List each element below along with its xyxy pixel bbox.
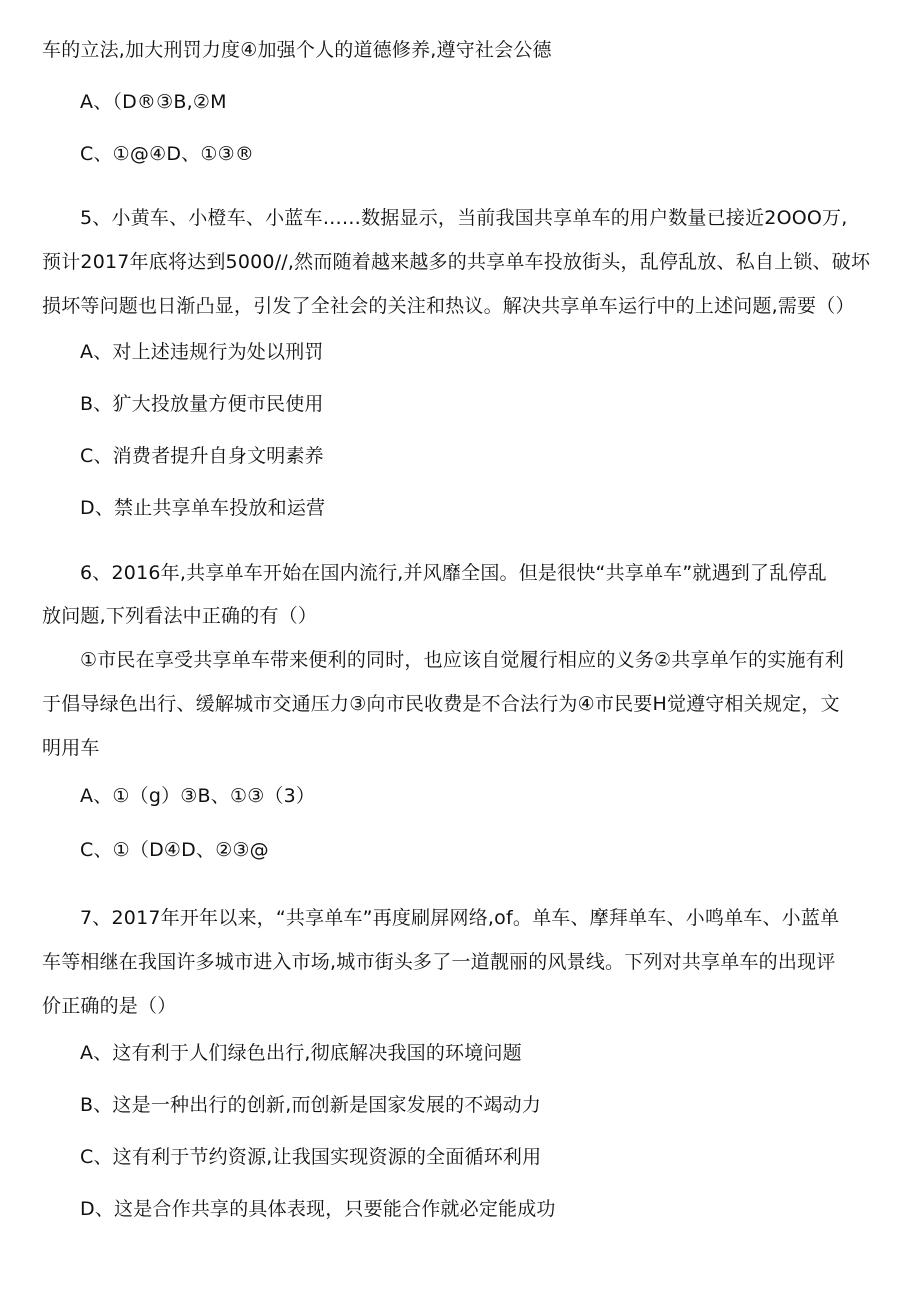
question-4-options-ab: A、（D®③B,②M — [80, 91, 227, 113]
question-5-stem-line-1: 5、小黄车、小橙车、小蓝车……数据显示，当前我国共享单车的用户数量已接近2OOO万, — [80, 207, 848, 229]
question-7-stem-line-3: 价正确的是（） — [42, 995, 177, 1017]
question-6-statements-line-1: ①市民在享受共享单车带来便利的同时，也应该自觉履行相应的义务②共享单乍的实施有利 — [80, 649, 845, 671]
question-7-option-a: A、这有利于人们绿色出行,彻底解决我国的环境问题 — [80, 1042, 522, 1064]
question-7-stem-line-1: 7、2017年开年以来，“共享单车”再度刷屏网络,of。单车、摩拜单车、小鸣单车、小蓝单 — [80, 907, 840, 929]
question-7-option-b: B、这是一种出行的创新,而创新是国家发展的不竭动力 — [80, 1094, 542, 1116]
question-6-statements-line-2: 于倡导绿色出行、缓解城市交通压力③向市民收费是不合法行为④市民要H觉遵守相关规定，文 — [42, 693, 840, 715]
question-7-option-c: C、这有利于节约资源,让我国实现资源的全面循环利用 — [80, 1146, 542, 1168]
question-6-options-ab: A、①（g）③B、①③（3） — [80, 785, 316, 807]
question-5-stem-line-2: 预计2017年底将达到5000//,然而随着越来越多的共享单车投放街头，乱停乱放、私自上锁、破坏 — [42, 251, 871, 273]
question-6-options-cd: C、①（D④D、②③@ — [80, 839, 269, 861]
question-4-options-cd: C、①@④D、①③® — [80, 143, 255, 165]
question-6-stem-line-2: 放问题,下列看法中正确的有（） — [42, 605, 318, 627]
question-6-stem-line-1: 6、2016年,共享单车开始在国内流行,并风靡全国。但是很快“共享单车”就遇到了乱停乱 — [80, 562, 827, 584]
question-5-option-a: A、对上述违规行为处以刑罚 — [80, 341, 324, 363]
question-5-stem-line-3: 损坏等问题也日渐凸显，引发了全社会的关注和热议。解决共享单车运行中的上述问题,需要（） — [42, 295, 855, 317]
question-7-option-d: D、这是合作共享的具体表现，只要能合作就必定能成功 — [80, 1198, 556, 1220]
question-5-option-b: B、犷大投放量方便市民使用 — [80, 393, 324, 415]
question-7-stem-line-2: 车等相继在我国许多城市进入市场,城市街头多了一道靓丽的风景线。下列对共享单车的出现评 — [42, 951, 836, 973]
question-5-option-d: D、禁止共享单车投放和运营 — [80, 497, 326, 519]
question-6-statements-line-3: 明用车 — [42, 737, 100, 759]
question-5-option-c: C、消费者提升自身文明素养 — [80, 445, 324, 467]
question-4-continuation: 车的立法,加大刑罚力度④加强个人的道德修养,遵守社会公德 — [42, 39, 552, 61]
